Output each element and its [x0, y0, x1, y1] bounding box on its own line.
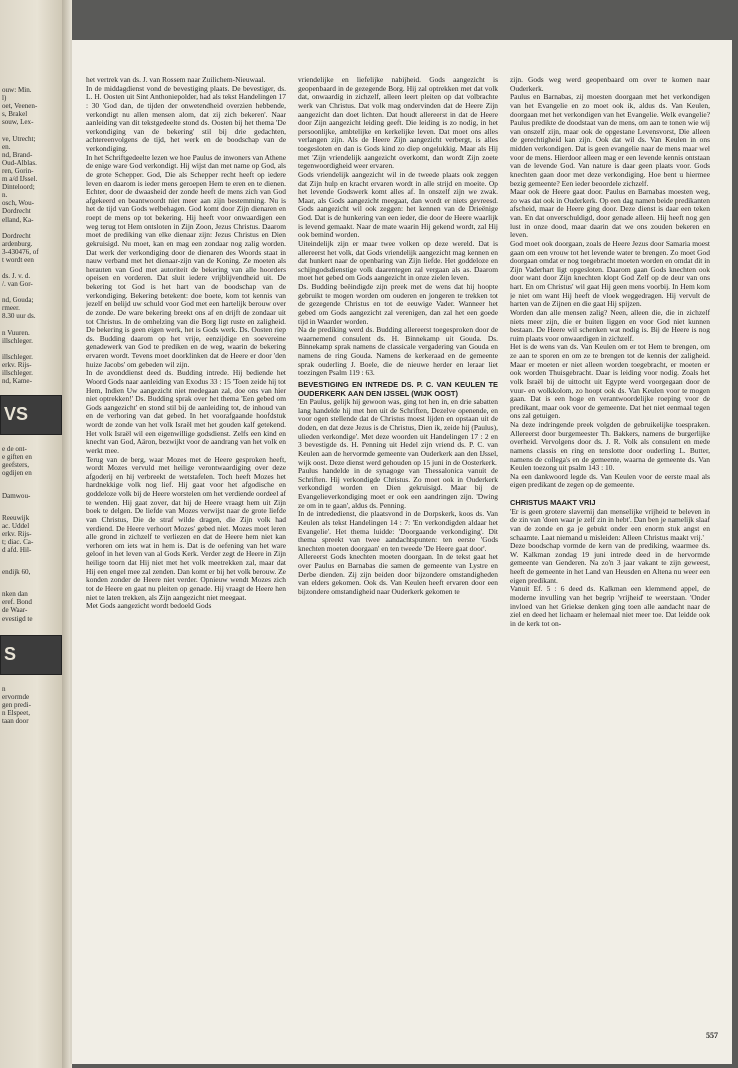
paragraph: zijn. Gods weg werd geopenbaard om over te komen naar Ouderkerk.	[510, 76, 710, 93]
text-fragment: e de ont-	[2, 445, 27, 454]
text-fragment: Dordrecht	[2, 207, 31, 216]
paragraph: Allereerst Gods knechten moeten doorgaan. In de tekst gaat het over Paulus en Barnabas die samen de gemeente van Lystre en Derbe dienden. Zij zijn beiden door bijzondere omstandigheden van elders gekomen. Ook ds. Van Keulen heeft ervaren door een bijzondere omstandigheid naar Ouderkerk gekomen te	[298, 552, 498, 596]
text-fragment: en.	[2, 142, 11, 151]
text-fragment: n Elspeet,	[2, 708, 30, 717]
text-fragment: taan door	[2, 717, 29, 725]
text-fragment: elland, Ka-	[2, 215, 34, 224]
text-fragment: ouw: Min.	[2, 86, 32, 94]
paragraph: In het Schriftgedeelte lezen we hoe Paulus de inwoners van Athene de enige ware God verkondigt. Hij wijst dan met name op God, als de grote Schepper. God, Die als Schepper recht heeft op iedere leven en daarom is ieder mens geroepen Hem te eren en te dienen. Echter, door de dwaasheid der zonde heeft de mens zich van God afgekeerd en beantwoordt niet meer aan zijn bestemming. Nu is het de tijd van Gods welbehagen. God komt door Zijn dienaren en roept de mens op tot bekering. Hij heeft voor onwaardigen een weg terug tot Hem ontsloten in Zijn Zoon, Jezus Christus. Daarom moet de prediking van elke dienaar zijn: Jezus Christus en Dien gekruisigd. Nu moet, kan en mag een zondaar nog zalig worden. Dat werk der verkondiging door de dienaren des Woords staat in nauw verband met het dienaar-zijn van de Koning. Ze moeten als herauten van God met autoriteit de bekering van alle hoorders opeisen en vorderen. Dat sluit iedere vrijblijvendheid uit. De bekering tot God is het hart van de boodschap van de verkondiging. Bekering betekent: doe boete, kom tot kennis van jezelf en belijd uw schuld voor God met een hartelijk berouw over de zonde. De ware bekering breekt ons af en drijft de zondaar uit tot Christus. In de omhelzing van die Borg ligt ruste en zaligheid. De bekering is geen eigen werk, het is Gods werk. Ds. Oosten riep ds. Budding daarom op het vrije, eenzijdige en soevereine genadewerk van God te prediken en de weg, waarin de bekering ervaren wordt. Tevens moet doorklinken dat de Heere er door 'den huize Jacobs' om gebeden wil zijn.	[86, 152, 286, 369]
text-fragment: n	[2, 684, 6, 693]
column-2	[298, 76, 498, 1056]
paragraph: Worden dan alle mensen zalig? Neen, alleen die, die in zichzelf niets meer zijn, die er buiten liggen en voor God niet kunnen bestaan. De Heere wil schenken wat nodig is. Bij de Heere is nog ruim plaats voor onwaardigen in zichzelf.	[510, 307, 710, 343]
paragraph: In de middagdienst vond de bevestiging plaats. De bevestiger, ds. L. H. Oosten uit Sint Anthoniepolder, had als tekst Handelingen 17 : 30 'God dan, de tijden der onwetendheid overzien hebbende, verkondigt nu allen mensen alom, dat zij zich bekeren'. Naar aanleiding van dit tekstgedeelte stond ds. Oosten bij het thema 'De verkondiging van de bekering' stil bij drie gedachten, achtereenvolgens de tijd, het werk en de boodschap van de verkondiging.	[86, 83, 286, 153]
text-fragment: endijk 60,	[2, 568, 31, 577]
text-fragment: s, Brakel	[2, 110, 28, 119]
text-fragment: n Vuuren.	[2, 328, 30, 337]
text-fragment: d afd. Hil-	[2, 546, 32, 554]
text-fragment: rmeer.	[2, 304, 20, 313]
paragraph: Gods vriendelijk aangezicht wil in de tweede plaats ook zeggen dat Zijn hulp en kracht ervaren wordt in alle strijd en moeite. Op het levende Godswerk komt alles af. In onszelf zijn we zwak. Maar, als Gods aangezicht meegaat, dan wordt er niets gevreesd. Gods aangezicht wil ook zeggen: het kennen van de Drieënige God. Dat is de hunkering van een ieder, die door de Heere waarlijk is levend gemaakt. Naar de mate waarin Hij gekend wordt, zal Hij ook beminđ worden.	[298, 169, 498, 240]
magazine-page	[70, 40, 732, 1064]
text-fragment: evestigd te	[2, 614, 33, 623]
column-3	[510, 76, 710, 1036]
paragraph: Ds. Budding beëindigde zijn preek met de wens dat hij hoopte gebruikt te mogen worden om ouderen en jongeren te trekken tot de gezegende Christus en tot de eeuwige Vader. Wanneer het gebed om Gods aangezicht zal verenigen, dan zal het een goede tijd in Waarder worden.	[298, 282, 498, 326]
column-1	[86, 76, 286, 1036]
text-fragment: illschleger.	[2, 368, 33, 377]
paragraph: Na deze indringende preek volgden de gebruikelijke toespraken. Allereerst door burgemeester Th. Bakkers, namens de burgerlijke overheid. Vervolgens door ds. J. R. Volk als consulent en mede namens classis en ring en tenslotte door ouderling L. Butter, namens de collega's en de gemeente, waarna de gemeente ds. Van Keulen toezong uit psalm 143 : 10.	[510, 420, 710, 473]
text-fragment: osch, Wou-	[2, 199, 35, 208]
previous-page-edge	[0, 0, 62, 1068]
text-fragment: ogdijen en	[2, 469, 32, 478]
text-fragment: Oud-Alblas.	[2, 158, 37, 167]
text-fragment: t; diac. Ca-	[2, 537, 34, 546]
text-fragment: Damwou-	[2, 491, 31, 500]
text-fragment: e giften en	[2, 453, 32, 462]
page-number: 557	[706, 1031, 718, 1040]
text-fragment: illschleger.	[2, 336, 33, 345]
text-fragment: souw, Lex-	[2, 118, 34, 127]
paragraph: Het is de wens van ds. Van Keulen om er tot Hem te brengen, om ze aan te sporen en om ze te brengen tot de kennis der zaligheid. Maar er moeten er niet alleen worden toegebracht, er moeten er ook worden Thuisgebracht. Daar is leiding voor nodig. Zoals het volk Israël bij de uittocht uit Egypte werd voorgegaan door de vuur- en wolkkolom, zo hoopt ook ds. Van Keulen voor te mogen gaan. Dat is een hoge en verantwoordelijke roeping voor de predikant, maar ook voor de gemeente. Dat het niet eenmaal tegen ons zal getuigen.	[510, 342, 710, 421]
paragraph: Vanuit Ef. 5 : 6 deed ds. Kalkman een klemmend appel, de moderne invulling van het begrip 'vrijheid' te weerstaan. 'Onder invloed van het Griekse denken ging toen alle aandacht naar de ziel en deed het lichaam er helemaal niet meer toe. Dat leidde ook in de kerk tot on-	[510, 584, 710, 628]
paragraph: Uiteindelijk zijn er maar twee volken op deze wereld. Dat is allereerst het volk, dat Gods vriendelijk aangezicht mag kennen en dat hunkert naar de openbaring van Zijn liefde. Het goddeloze en schijngodsdienstige volk daarentegen zal vergaan als as. Daarom moet het gebed om Gods aangezicht in onze zielen leven.	[298, 238, 498, 283]
text-fragment: n.	[2, 191, 8, 200]
text-fragment: illschleger.	[2, 352, 33, 361]
text-fragment: Dinteloord;	[2, 183, 35, 192]
text-fragment: ervormde	[2, 692, 30, 701]
text-fragment: ac. Uddel	[2, 521, 30, 530]
paragraph: Maar ook de Heere gaat door. Paulus en Barnabas moesten weg, zo was dat ook in Ouderkerk. Op een dag namen beide predikanten afscheid, maar de Heere ging door. Deze dienst is daar een teken van. En dat onverschuldigd, door genade alleen. Hij heeft nog gen lust in onze dood, maar daarin dat we ons zouden bekeren en leven.	[510, 187, 710, 240]
text-fragment: m a/d IJssel.	[2, 175, 38, 183]
text-fragment: Dordrecht	[2, 231, 31, 240]
text-fragment: oet, Veenen-	[2, 102, 38, 111]
text-fragment: eref. Bond	[2, 598, 32, 607]
paragraph: In de avonddienst deed ds. Budding intrede. Hij bediende het Woord Gods naar aanleiding van Exodus 33 : 15 'Toen zeide hij tot Hem, Indien Uw aangezicht niet medegaan zal, doe ons van hier niet optrekken!' Ds. Budding sprak over het thema 'Een gebed om Gods aangezicht' en stond stil bij de aanleiding tot, de inhoud van en de verhoring van dat gebed. In het voorafgaande hoofdstuk wordt de zonde van het volk Israël met het gouden kalf getekend. Het volk Israël wil een eigenwillige godsdienst. Zelfs een kind en knecht van God, Aäron, bezwijkt voor de aandrang van het volk en werkt mee.	[86, 368, 286, 455]
paragraph: Terug van de berg, waar Mozes met de Heere gesproken heeft, wordt Mozes vervuld met heilige verontwaardiging over deze afgoderij en hij verbreekt de wetstafelen. Toch heeft Mozes het hardnekkige volk nog lief. Hij gaat voor het afgodische en goddeloze volk bij de Heere worstelen om het verdiende oordeel af te wenden. Hij gaat zover, dat hij de Heere vraagt hem uit Zijn boek te delgen. De liefde van Mozes verwijst naar de grote liefde van Christus, Die de straf wilde dragen, die Zijn volk had verdiend. De Heere verhoort Mozes' gebed niet. Mozes moet leren alle grond in zichzelf te verliezen en dat de Heere hem niet kan verhoren om iets wat in hem is. Dat is de oefening van het ware geloof in het leven van al Gods Kerk. Verder zegt de Heere in Zijn heilige toorn dat Hij niet met het volk meetrekken zal, maar dat Hij een engel mee zal zenden. Dan komt er bij het volk berouw. Ze konden zonder de Heere niet verder. Opnieuw wendt Mozes zich tot de Heere en gaat nu pleiten op genade. Hij vraagt de Heere hen niet te laten trekken, als Zijn aangezicht niet meegaat.	[86, 454, 286, 602]
paragraph: vriendelijke en liefelijke nabijheid. Gods aangezicht is geopenbaard in de gezegende Borg. Hij zal optrekken met dat volk dat, onwaardig in zichzelf, alleen leert pleiten op dat volbrachte werk van Christus. Dat volk mag ondervinden dat de Heere Zijn aangezicht dan doet lichten. Dat houdt allereerst in dat de Heere door Zijn aangezicht leiding geeft. Die leiding is zo nodig, in het persoonlijke, ambtelijke en kerkelijke leven. Dat moet ons alles verlangen zijn. Als de Heere Zijn aangezicht verbergt, is alles toegesloten en dan is Gods kind zo diep ongelukkig. Maar als Hij met 'Zijn vriendelijk aangezicht overkomt, dan wordt Zijn zoete tegenwoordigheid weer ervaren.	[298, 76, 498, 171]
text-fragment: erkv. Rijs-	[2, 529, 32, 538]
paragraph: Paulus en Barnabas, zij moesten doorgaan met het verkondigen van het Evangelie en zo moet ook ik, aldus ds. Van Keulen, doorgaan met het verkondigen van het Evangelie. Welk evangelie? Paulus predikte de doodstaat van de mens, om aan te tonen wie wij van onszelf zijn, maar ook de opgestane Levensvorst, Die alleen de gerechtigheid kan zijn. Ook dat wil ds. Van Keulen in ons midden verkondigen. Dat is geen evangelie naar de mens maar wel voor de mens. Hierdoor alleen mag er een levende kennis ontstaan van de levende God. Van nature is daar geen plaats voor. Gods knechten gaan door met deze verkondiging. Hoe bent u hiermee bezig gemeente? Een ieder beoordele zichzelf.	[510, 92, 710, 188]
paragraph: Na een dankwoord legde ds. Van Keulen voor de eerste maal als eigen predikant de zegen op de gemeente.	[510, 471, 710, 490]
paragraph: Paulus handelde in de synagoge van Thessalonica vanuit de Schriften. Hij verkondigde Christus. Zo moet ook in Ouderkerk verkondigd worden en Dien gekruisigd. Maar bij de Evangelieverkondiging moet er ook een aandringen zijn. 'Dwing ze om in te gaan', aldus ds. Penning.	[298, 466, 498, 510]
paragraph: Deze boodschap vormde de kern van de prediking, waarmee ds. W. Kalkman zondag 19 juni intrede deed in de hervormde gemeente van Genderen. Na zo'n 3 jaar vakant te zijn geweest, heeft de gemeente in het Land van Heusden en Altena nu weer een eigen predikant.	[510, 541, 710, 585]
text-fragment: erkv. Rijs-	[2, 360, 32, 369]
text-fragment: de Waar-	[2, 606, 28, 615]
section-banner	[0, 395, 62, 435]
text-fragment: ds. J. v. d.	[2, 272, 31, 280]
text-fragment: 3-430476, of	[2, 247, 39, 256]
section-banner	[0, 635, 62, 675]
text-fragment: nd, Gouda;	[2, 296, 34, 305]
text-fragment: nd, Brand-	[2, 150, 33, 159]
paragraph: In de intrededienst, die plaatsvond in de Dorpskerk, koos ds. Van Keulen als tekst Handelingen 14 : 7: 'En verkondigden aldaar het Evangelie'. Het thema luidde: 'Doorgaande verkondiging'. Dit thema spreekt van twee aandachtspunten: ten eerste 'Gods knechten moeten doorgaan' en ten tweede 'De Heere gaat door'.	[298, 509, 498, 553]
text-fragment: ardenburg.	[2, 239, 33, 248]
text-fragment: ren, Gorin-	[2, 166, 34, 175]
paragraph: Met Gods aangezicht wordt bedoeld Gods	[86, 601, 212, 611]
paragraph: 'En Paulus, gelijk hij gewoon was, ging tot hen in, en drie sabatten lang handelde hij met hen uit de Schriften, Dezelve openende, en voor ogen stellende dat de Christus moest lijden en opstaan uit de doden, en dat deze Jezus is de Christus, Dien ik, zeide hij (Paulus), ulieden verkondige'. Met deze woorden uit Handelingen 17 : 2 en 3 bevestigde ds. H. Penning uit Hedel zijn vriend ds. P. C. van Keulen aan de hervormde gemeente van Ouderkerk aan den IJssel, wijk oost. Deze dienst werd gehouden op 15 juni in de Oosterkerk.	[298, 397, 498, 467]
text-fragment: /. van Gor-	[2, 280, 33, 289]
text-fragment: l)	[2, 94, 7, 103]
paragraph: God moet ook doorgaan, zoals de Heere Jezus door Samaria moest gaan om een vrouw tot het levende water te brengen. Zo moet God doorgaan omdat er nog toegebracht moeten worden en omdat dit in Zijn Vaderhart ligt opgesloten. Daarom gaan Gods knechten ook door want door Zijn knechten klopt God Zelf op de deur van ons hart. En om Christus' wil gaat Hij geen mens voorbij. In Hem kom je niet om want Hij heeft de vloek weggedragen. Hij vervult de harten van de Zijnen en die gaat Hij spijzen.	[510, 238, 710, 309]
text-fragment: gen predi-	[2, 700, 31, 709]
text-fragment: Reeuwijk	[2, 513, 30, 522]
paragraph: het vertrek van ds. J. van Rossem naar Zuilichem-Nieuwaal.	[86, 76, 266, 84]
banner-label: VS	[4, 404, 29, 425]
text-fragment: geefsters,	[2, 461, 29, 470]
text-fragment: nd, Kame-	[2, 377, 32, 385]
banner-label: S	[4, 643, 17, 664]
text-fragment: 8.30 uur ds.	[2, 312, 36, 321]
text-fragment: nken dan	[2, 590, 28, 599]
article-heading: BEVESTIGING EN INTREDE DS. P. C. VAN KEULEN TE OUDERKERK AAN DEN IJSSEL (WIJK OOST)	[298, 379, 498, 398]
text-fragment: ve, Utrecht;	[2, 134, 36, 143]
paragraph: 'Er is geen grotere slavernij dan menselijke vrijheid te beleven in de zin van 'doen waar je zelf zin in hebt'. Dan ben je namelijk slaaf van de zonde en ga je gebukt onder een enorm stuk angst en schaamte. Laat niemand u misleiden: Alleen Christus maakt vrij.'	[510, 506, 710, 542]
article-heading: CHRISTUS MAAKT VRIJ	[510, 498, 596, 507]
paragraph: Na de prediking werd ds. Budding allereerst toegesproken door de waarnemend consulent ds. H. Binnekamp uit Gouda. Ds. Binnekamp sprak namens de classicale vergadering van Gouda en namens de ring Gouda. Namens de kerkeraad en de gemeente sprak ouderling J. Boele, die de nieuwe herder en leraar liet toezingen Psalm 119 : 63.	[298, 325, 498, 378]
text-fragment: t wordt een	[2, 255, 34, 264]
